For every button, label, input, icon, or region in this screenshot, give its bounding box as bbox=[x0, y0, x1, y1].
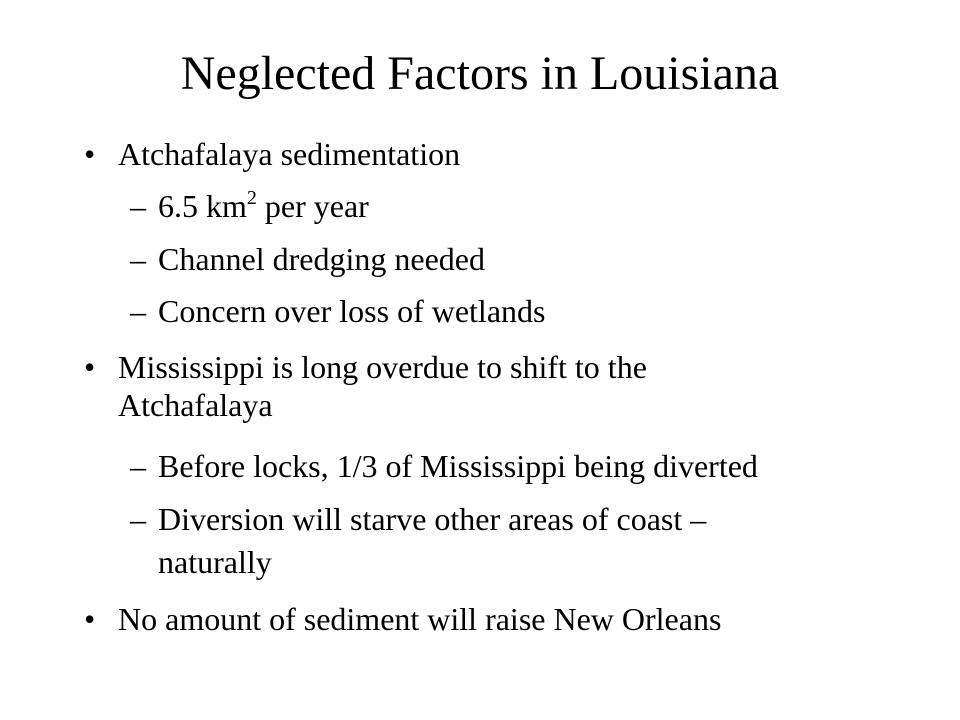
bullet-2-text-line-1: Mississippi is long overdue to shift to the bbox=[118, 349, 647, 385]
bullet-1-sub-1-value: 6.5 km bbox=[158, 188, 247, 224]
bullet-marker: • bbox=[84, 136, 96, 172]
dash-marker: – bbox=[130, 188, 146, 224]
bullet-1-sub-1 bbox=[158, 187, 369, 225]
superscript-2: 2 bbox=[246, 187, 257, 209]
bullet-1-sub-1-unit: per year bbox=[256, 188, 369, 224]
bullet-2-sub-2-line-1: Diversion will starve other areas of coast – bbox=[158, 501, 707, 537]
bullet-2-sub-1: Before locks, 1/3 of Mississippi being diverted bbox=[158, 448, 758, 484]
dash-marker: – bbox=[130, 241, 146, 277]
bullet-2-sub-2-line-2: naturally bbox=[158, 544, 272, 580]
slide-title: Neglected Factors in Louisiana bbox=[180, 47, 780, 100]
bullet-1-sub-3: Concern over loss of wetlands bbox=[158, 293, 546, 329]
bullet-marker: • bbox=[84, 601, 96, 637]
bullet-1-text: Atchafalaya sedimentation bbox=[118, 136, 461, 172]
dash-marker: – bbox=[130, 293, 146, 329]
bullet-3-text: No amount of sediment will raise New Orleans bbox=[118, 601, 722, 637]
bullet-2-text-line-2: Atchafalaya bbox=[118, 387, 273, 423]
dash-marker: – bbox=[130, 448, 146, 484]
dash-marker: – bbox=[130, 501, 146, 537]
bullet-1-sub-2: Channel dredging needed bbox=[158, 241, 485, 277]
bullet-marker: • bbox=[84, 349, 96, 385]
